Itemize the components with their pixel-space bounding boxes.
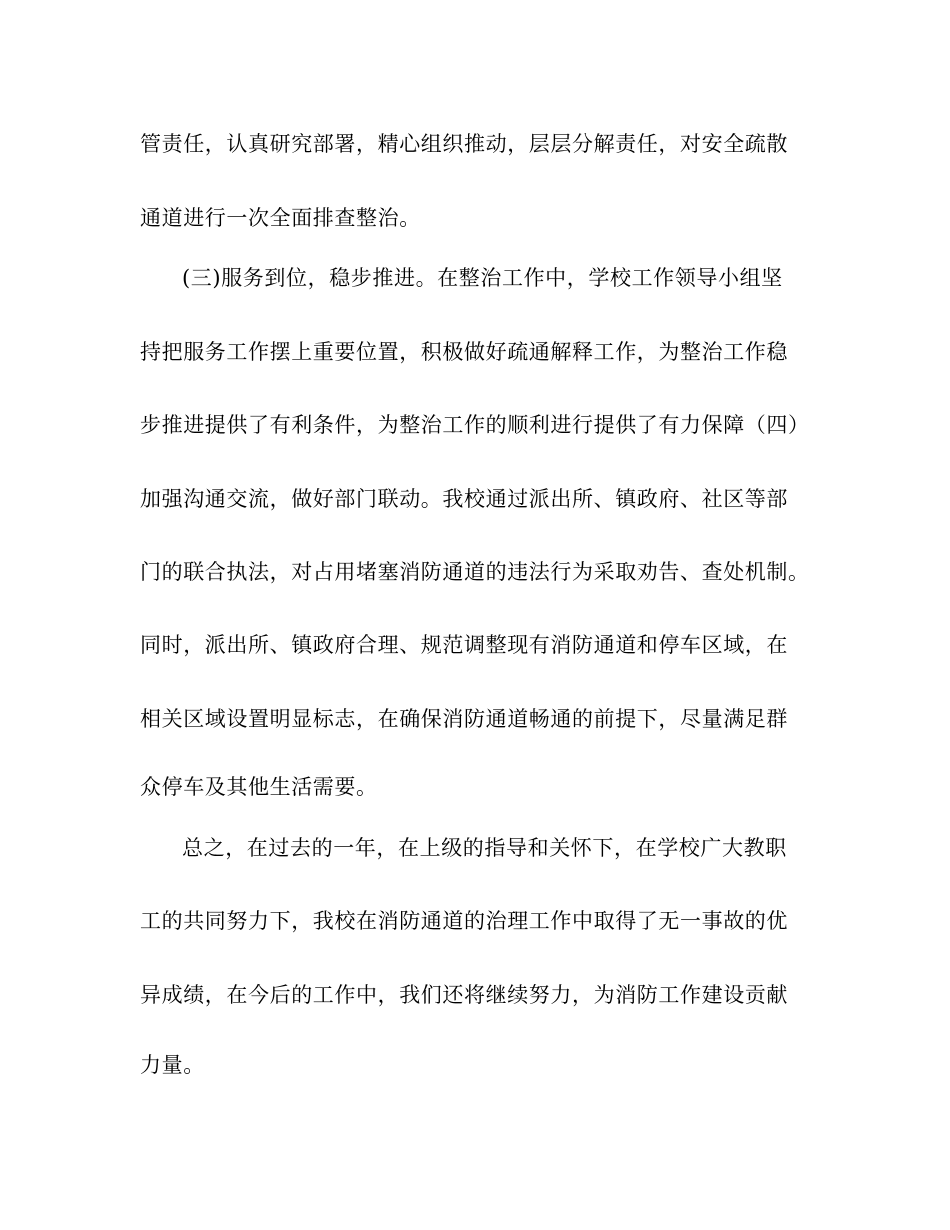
paragraph-start-line: (三)服务到位，稳步推进。在整治工作中，学校工作领导小组坚 bbox=[182, 266, 783, 290]
text-line: 门的联合执法，对占用堵塞消防通道的违法行为采取劝告、查处机制。 bbox=[140, 560, 810, 584]
paragraph-start-line: 总之，在过去的一年，在上级的指导和关怀下，在学校广大教职 bbox=[182, 836, 787, 860]
text-line: 通道进行一次全面排查整治。 bbox=[140, 206, 421, 230]
text-line: 加强沟通交流，做好部门联动。我校通过派出所、镇政府、社区等部 bbox=[140, 487, 788, 511]
text-line: 持把服务工作摆上重要位置，积极做好疏通解释工作，为整治工作稳 bbox=[140, 340, 788, 364]
text-line: 力量。 bbox=[140, 1053, 205, 1077]
text-line: 相关区域设置明显标志，在确保消防通道畅通的前提下，尽量满足群 bbox=[140, 707, 788, 731]
text-line: 异成绩，在今后的工作中，我们还将继续努力，为消防工作建设贡献 bbox=[140, 983, 788, 1007]
text-line: 管责任，认真研究部署，精心组织推动，层层分解责任，对安全疏散 bbox=[140, 132, 788, 156]
text-line: 步推进提供了有利条件，为整治工作的顺利进行提供了有力保障（四） bbox=[140, 413, 810, 437]
text-line: 众停车及其他生活需要。 bbox=[140, 775, 378, 799]
text-line: 同时，派出所、镇政府合理、规范调整现有消防通道和停车区域，在 bbox=[140, 633, 788, 657]
text-line: 工的共同努力下，我校在消防通道的治理工作中取得了无一事故的优 bbox=[140, 909, 788, 933]
